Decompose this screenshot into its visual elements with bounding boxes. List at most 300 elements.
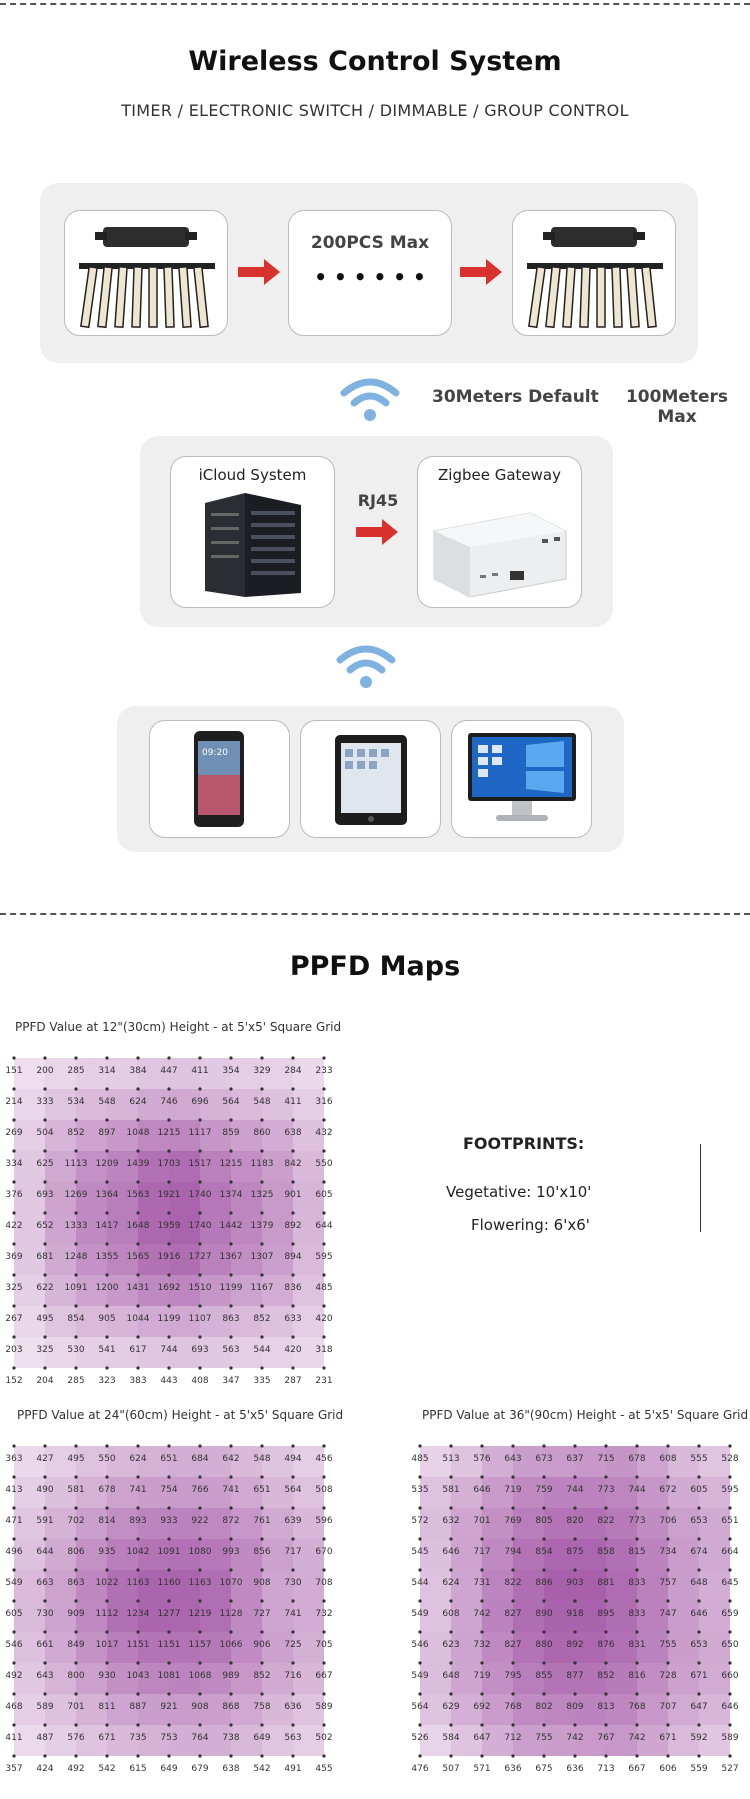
ppfd-value: 921 xyxy=(160,1702,178,1712)
ppfd-value: 868 xyxy=(222,1702,240,1712)
tablet-card[interactable] xyxy=(300,720,441,838)
ppfd-value: 589 xyxy=(315,1702,333,1712)
grid-point xyxy=(635,1599,638,1602)
ppfd-value: 742 xyxy=(628,1733,646,1743)
ppfd-value: 744 xyxy=(160,1345,178,1355)
grid-point xyxy=(105,1304,108,1307)
ppfd-value: 408 xyxy=(191,1376,209,1386)
ppfd-value: 761 xyxy=(253,1516,271,1526)
grid-point xyxy=(728,1444,731,1447)
grid-point xyxy=(136,1661,139,1664)
ppfd-value: 595 xyxy=(721,1485,739,1495)
grid-point xyxy=(322,1242,325,1245)
ppfd-value: 633 xyxy=(284,1314,302,1324)
ppfd-value: 455 xyxy=(315,1764,333,1774)
grid-point xyxy=(229,1056,232,1059)
grid-point xyxy=(260,1444,263,1447)
grid-point xyxy=(43,1335,46,1338)
arrow-right-icon xyxy=(460,259,502,285)
ppfd-value: 267 xyxy=(5,1314,23,1324)
grid-point xyxy=(12,1537,15,1540)
wireless-subtitle: TIMER / ELECTRONIC SWITCH / DIMMABLE / GROUP CONTROL xyxy=(121,101,629,120)
ppfd-value: 606 xyxy=(659,1764,677,1774)
ppfd-value: 820 xyxy=(566,1516,584,1526)
ppfd-value: 605 xyxy=(315,1190,333,1200)
grid-point xyxy=(260,1087,263,1090)
grid-point xyxy=(542,1630,545,1633)
grid-point xyxy=(260,1118,263,1121)
ppfd-value: 504 xyxy=(36,1128,54,1138)
grid-point xyxy=(167,1537,170,1540)
grid-point xyxy=(260,1180,263,1183)
ppfd-value: 678 xyxy=(98,1485,116,1495)
grid-point xyxy=(105,1754,108,1757)
ppfd-value: 622 xyxy=(36,1283,54,1293)
grid-point xyxy=(697,1754,700,1757)
ppfd-value: 369 xyxy=(5,1252,23,1262)
ppfd-value: 1740 xyxy=(188,1190,212,1200)
grid-point xyxy=(136,1630,139,1633)
gateway-panel xyxy=(140,436,613,627)
grid-point xyxy=(449,1754,452,1757)
grid-point xyxy=(604,1754,607,1757)
grid-point xyxy=(418,1661,421,1664)
grid-point xyxy=(229,1661,232,1664)
grid-point xyxy=(136,1506,139,1509)
ppfd-value: 701 xyxy=(473,1516,491,1526)
desktop-card[interactable] xyxy=(451,720,592,838)
grid-point xyxy=(136,1366,139,1369)
grid-point xyxy=(229,1335,232,1338)
ppfd-value: 605 xyxy=(690,1485,708,1495)
ppfd-value: 809 xyxy=(566,1702,584,1712)
ppfd-value: 827 xyxy=(504,1640,522,1650)
grid-point xyxy=(229,1599,232,1602)
grid-point xyxy=(666,1537,669,1540)
ppfd-value: 468 xyxy=(5,1702,23,1712)
grid-point xyxy=(697,1568,700,1571)
grid-point xyxy=(229,1568,232,1571)
grid-point xyxy=(105,1661,108,1664)
ppfd-value: 589 xyxy=(721,1733,739,1743)
grid-point xyxy=(260,1366,263,1369)
grid-point xyxy=(322,1366,325,1369)
grid-point xyxy=(449,1692,452,1695)
grid-point xyxy=(449,1444,452,1447)
ppfd-value: 800 xyxy=(67,1671,85,1681)
ppfd-value: 773 xyxy=(597,1485,615,1495)
grid-point xyxy=(418,1568,421,1571)
grid-point xyxy=(12,1304,15,1307)
vegetative-footprint: Vegetative: 10'x10' xyxy=(446,1183,592,1201)
ppfd-value: 411 xyxy=(5,1733,23,1743)
grid-point xyxy=(291,1506,294,1509)
grid-point xyxy=(511,1661,514,1664)
grid-point xyxy=(260,1661,263,1664)
ppfd-value: 204 xyxy=(36,1376,54,1386)
grid-point xyxy=(542,1506,545,1509)
grid-point xyxy=(198,1335,201,1338)
grid-point xyxy=(635,1475,638,1478)
grid-point xyxy=(105,1568,108,1571)
grid-point xyxy=(43,1211,46,1214)
grid-point xyxy=(322,1273,325,1276)
grid-point xyxy=(604,1599,607,1602)
ppfd-value: 1703 xyxy=(157,1159,181,1169)
ppfd-value: 636 xyxy=(284,1702,302,1712)
ppfd-value: 384 xyxy=(129,1066,147,1076)
ppfd-value: 1219 xyxy=(188,1609,212,1619)
grid-point xyxy=(291,1304,294,1307)
grid-point xyxy=(229,1754,232,1757)
ppfd-value: 877 xyxy=(566,1671,584,1681)
ppfd-value: 576 xyxy=(67,1733,85,1743)
ppfd-grid-svg xyxy=(0,1048,353,1395)
ppfd-value: 759 xyxy=(535,1485,553,1495)
ppfd-value: 1248 xyxy=(64,1252,88,1262)
ppfd-value: 546 xyxy=(5,1640,23,1650)
grid-point xyxy=(322,1661,325,1664)
grid-point xyxy=(542,1692,545,1695)
ppfd-value: 329 xyxy=(253,1066,271,1076)
ppfd-value: 659 xyxy=(721,1609,739,1619)
ppfd-value: 1277 xyxy=(157,1609,181,1619)
ppfd-value: 1091 xyxy=(157,1547,181,1557)
grid-point xyxy=(136,1692,139,1695)
grid-point xyxy=(666,1723,669,1726)
ppfd-value: 624 xyxy=(442,1578,460,1588)
ppfd-value: 935 xyxy=(98,1547,116,1557)
ppfd-value: 930 xyxy=(98,1671,116,1681)
ppfd-value: 564 xyxy=(284,1485,302,1495)
ppfd-value: 548 xyxy=(253,1454,271,1464)
grid-point xyxy=(43,1754,46,1757)
grid-point xyxy=(260,1599,263,1602)
grid-point xyxy=(260,1056,263,1059)
grid-point xyxy=(136,1149,139,1152)
grid-point xyxy=(449,1630,452,1633)
ppfd-value: 802 xyxy=(535,1702,553,1712)
ppfd-value: 744 xyxy=(628,1485,646,1495)
ppfd-value: 411 xyxy=(284,1097,302,1107)
ppfd-value: 811 xyxy=(98,1702,116,1712)
ppfd-value: 1107 xyxy=(188,1314,212,1324)
grid-point xyxy=(74,1118,77,1121)
grid-point xyxy=(635,1630,638,1633)
grid-point xyxy=(728,1692,731,1695)
grid-point xyxy=(136,1273,139,1276)
grid-point xyxy=(322,1506,325,1509)
grid-point xyxy=(728,1475,731,1478)
grid-point xyxy=(291,1630,294,1633)
grid-point xyxy=(167,1273,170,1276)
grid-point xyxy=(480,1754,483,1757)
ppfd-value: 730 xyxy=(284,1578,302,1588)
grid-point xyxy=(697,1692,700,1695)
grid-point xyxy=(604,1630,607,1633)
grid-point xyxy=(697,1599,700,1602)
grid-point xyxy=(291,1149,294,1152)
ppfd-value: 854 xyxy=(535,1547,553,1557)
ppfd-value: 1048 xyxy=(126,1128,150,1138)
grid-point xyxy=(260,1630,263,1633)
ppfd-value: 918 xyxy=(566,1609,584,1619)
range-max-label: 100Meters Max xyxy=(625,387,729,427)
grid-point xyxy=(43,1568,46,1571)
ppfd-value: 632 xyxy=(442,1516,460,1526)
grid-point xyxy=(260,1692,263,1695)
grid-point xyxy=(511,1599,514,1602)
ppfd-value: 550 xyxy=(315,1159,333,1169)
ppfd-value: 1364 xyxy=(95,1190,119,1200)
phone-time: 09:20 xyxy=(202,748,228,758)
ppfd-value: 768 xyxy=(628,1702,646,1712)
ppfd-value: 806 xyxy=(67,1547,85,1557)
phone-card[interactable] xyxy=(149,720,290,838)
ppfd-value: 715 xyxy=(597,1454,615,1464)
ppfd-value: 647 xyxy=(690,1702,708,1712)
grid-point xyxy=(418,1630,421,1633)
fixture-chain-panel xyxy=(40,183,698,363)
ppfd-value: 530 xyxy=(67,1345,85,1355)
map36-title: PPFD Value at 36"(90cm) Height - at 5'x5' Square Grid xyxy=(422,1408,749,1422)
footprints-title: FOOTPRINTS: xyxy=(463,1134,585,1153)
ppfd-value: 542 xyxy=(253,1764,271,1774)
ppfd-value: 849 xyxy=(67,1640,85,1650)
grid-point xyxy=(697,1630,700,1633)
ppfd-value: 541 xyxy=(98,1345,116,1355)
grid-point xyxy=(167,1304,170,1307)
grid-point xyxy=(12,1180,15,1183)
ppfd-value: 357 xyxy=(5,1764,23,1774)
grid-point xyxy=(480,1692,483,1695)
ppfd-value: 1163 xyxy=(188,1578,212,1588)
ppfd-value: 231 xyxy=(315,1376,333,1386)
grid-point xyxy=(74,1444,77,1447)
ppfd-value: 767 xyxy=(597,1733,615,1743)
ppfd-value: 860 xyxy=(253,1128,271,1138)
grid-point xyxy=(167,1149,170,1152)
grid-point xyxy=(511,1444,514,1447)
grid-point xyxy=(260,1273,263,1276)
grid-point xyxy=(136,1754,139,1757)
ppfd-value: 1307 xyxy=(250,1252,274,1262)
ppfd-value: 638 xyxy=(284,1128,302,1138)
grid-point xyxy=(291,1723,294,1726)
grid-point xyxy=(728,1568,731,1571)
ppfd-value: 1417 xyxy=(95,1221,119,1231)
grid-point xyxy=(105,1444,108,1447)
ppfd-value: 564 xyxy=(411,1702,429,1712)
ppfd-value: 1215 xyxy=(157,1128,181,1138)
ppfd-value: 852 xyxy=(253,1314,271,1324)
grid-point xyxy=(229,1149,232,1152)
grid-point xyxy=(43,1056,46,1059)
grid-point xyxy=(511,1568,514,1571)
grid-point xyxy=(43,1537,46,1540)
grid-point xyxy=(167,1242,170,1245)
grid-point xyxy=(167,1118,170,1121)
ppfd-value: 684 xyxy=(191,1454,209,1464)
grow-light-image xyxy=(513,211,675,335)
grid-point xyxy=(136,1568,139,1571)
grid-point xyxy=(136,1537,139,1540)
grid-point xyxy=(43,1242,46,1245)
grid-point xyxy=(604,1661,607,1664)
ppfd-value: 617 xyxy=(129,1345,147,1355)
grid-point xyxy=(229,1630,232,1633)
ppfd-value: 728 xyxy=(659,1671,677,1681)
grid-point xyxy=(198,1475,201,1478)
ppfd-value: 741 xyxy=(129,1485,147,1495)
grid-point xyxy=(604,1723,607,1726)
ppfd-value: 646 xyxy=(690,1609,708,1619)
grid-point xyxy=(74,1304,77,1307)
ppfd-value: 1022 xyxy=(95,1578,119,1588)
ppfd-value: 647 xyxy=(473,1733,491,1743)
ppfd-value: 1199 xyxy=(219,1283,243,1293)
grid-point xyxy=(12,1568,15,1571)
ppfd-value: 768 xyxy=(504,1702,522,1712)
ppfd-value: 420 xyxy=(315,1314,333,1324)
ppfd-value: 422 xyxy=(5,1221,23,1231)
ppfd-value: 663 xyxy=(36,1578,54,1588)
grid-point xyxy=(43,1304,46,1307)
gateway-card xyxy=(417,456,582,608)
grid-point xyxy=(666,1630,669,1633)
grid-point xyxy=(322,1335,325,1338)
ppfd-value: 755 xyxy=(535,1733,553,1743)
range-default-label: 30Meters Default xyxy=(432,387,599,407)
ppfd-value: 636 xyxy=(566,1764,584,1774)
ppfd-value: 544 xyxy=(411,1578,429,1588)
grid-point xyxy=(322,1475,325,1478)
grid-point xyxy=(418,1506,421,1509)
grid-point xyxy=(697,1537,700,1540)
ppfd-value: 571 xyxy=(473,1764,491,1774)
ppfd-value: 608 xyxy=(442,1609,460,1619)
grid-point xyxy=(198,1692,201,1695)
grid-point xyxy=(74,1335,77,1338)
grid-point xyxy=(198,1149,201,1152)
grid-point xyxy=(418,1692,421,1695)
grid-point xyxy=(105,1537,108,1540)
ppfd-value: 738 xyxy=(222,1733,240,1743)
grid-point xyxy=(105,1242,108,1245)
grid-point xyxy=(43,1661,46,1664)
grid-point xyxy=(105,1692,108,1695)
ppfd-value: 643 xyxy=(504,1454,522,1464)
ppfd-value: 639 xyxy=(284,1516,302,1526)
ppfd-value: 653 xyxy=(690,1516,708,1526)
grid-point xyxy=(260,1723,263,1726)
grid-point xyxy=(449,1568,452,1571)
ppfd-value: 908 xyxy=(191,1702,209,1712)
ppfd-value: 712 xyxy=(504,1733,522,1743)
ppfd-value: 766 xyxy=(191,1485,209,1495)
ppfd-value: 581 xyxy=(442,1485,460,1495)
grid-point xyxy=(198,1242,201,1245)
ppfd-value: 592 xyxy=(690,1733,708,1743)
grid-point xyxy=(260,1506,263,1509)
ppfd-value: 333 xyxy=(36,1097,54,1107)
ppfd-value: 769 xyxy=(504,1516,522,1526)
grid-point xyxy=(167,1630,170,1633)
more-dots: • • • • • • xyxy=(314,265,426,289)
grid-point xyxy=(697,1475,700,1478)
ppfd-value: 815 xyxy=(628,1547,646,1557)
ppfd-value: 200 xyxy=(36,1066,54,1076)
grid-point xyxy=(43,1087,46,1090)
ppfd-value: 1044 xyxy=(126,1314,150,1324)
ppfd-value: 643 xyxy=(36,1671,54,1681)
grid-point xyxy=(542,1661,545,1664)
grid-point xyxy=(291,1180,294,1183)
cloud-label: iCloud System xyxy=(198,466,307,484)
grid-point xyxy=(229,1537,232,1540)
ppfd-value: 1431 xyxy=(126,1283,150,1293)
grid-point xyxy=(604,1568,607,1571)
ppfd-map-36in xyxy=(406,1436,750,1783)
grid-point xyxy=(136,1211,139,1214)
arrow-right-icon xyxy=(356,519,398,545)
grid-point xyxy=(291,1661,294,1664)
grid-point xyxy=(291,1366,294,1369)
grid-point xyxy=(105,1180,108,1183)
grid-point xyxy=(105,1149,108,1152)
grid-point xyxy=(635,1692,638,1695)
grid-point xyxy=(322,1599,325,1602)
ppfd-value: 854 xyxy=(67,1314,85,1324)
ppfd-value: 492 xyxy=(67,1764,85,1774)
ppfd-value: 564 xyxy=(222,1097,240,1107)
ppfd-value: 447 xyxy=(160,1066,178,1076)
ppfd-value: 1151 xyxy=(157,1640,181,1650)
grid-point xyxy=(136,1723,139,1726)
grid-point xyxy=(728,1754,731,1757)
grid-point xyxy=(229,1692,232,1695)
device-panel xyxy=(117,706,624,852)
ppfd-value: 706 xyxy=(659,1516,677,1526)
grid-point xyxy=(697,1723,700,1726)
grid-point xyxy=(74,1661,77,1664)
grid-point xyxy=(291,1273,294,1276)
ppfd-value: 1043 xyxy=(126,1671,150,1681)
grid-point xyxy=(604,1692,607,1695)
grid-point xyxy=(449,1661,452,1664)
grid-point xyxy=(12,1723,15,1726)
grid-point xyxy=(198,1630,201,1633)
grid-point xyxy=(198,1056,201,1059)
ppfd-value: 572 xyxy=(411,1516,429,1526)
map24-title: PPFD Value at 24"(60cm) Height - at 5'x5' Square Grid xyxy=(17,1408,344,1422)
grid-point xyxy=(260,1568,263,1571)
ppfd-value: 383 xyxy=(129,1376,147,1386)
ppfd-value: 637 xyxy=(566,1454,584,1464)
ppfd-value: 875 xyxy=(566,1547,584,1557)
grid-point xyxy=(728,1723,731,1726)
grid-point xyxy=(229,1475,232,1478)
ppfd-value: 605 xyxy=(5,1609,23,1619)
grid-point xyxy=(322,1568,325,1571)
ppfd-value: 502 xyxy=(315,1733,333,1743)
wifi-icon xyxy=(338,375,402,423)
zigbee-gateway-image xyxy=(430,501,570,597)
grid-point xyxy=(480,1506,483,1509)
ppfd-value: 1157 xyxy=(188,1640,212,1650)
ppfd-value: 591 xyxy=(36,1516,54,1526)
grid-point xyxy=(291,1599,294,1602)
